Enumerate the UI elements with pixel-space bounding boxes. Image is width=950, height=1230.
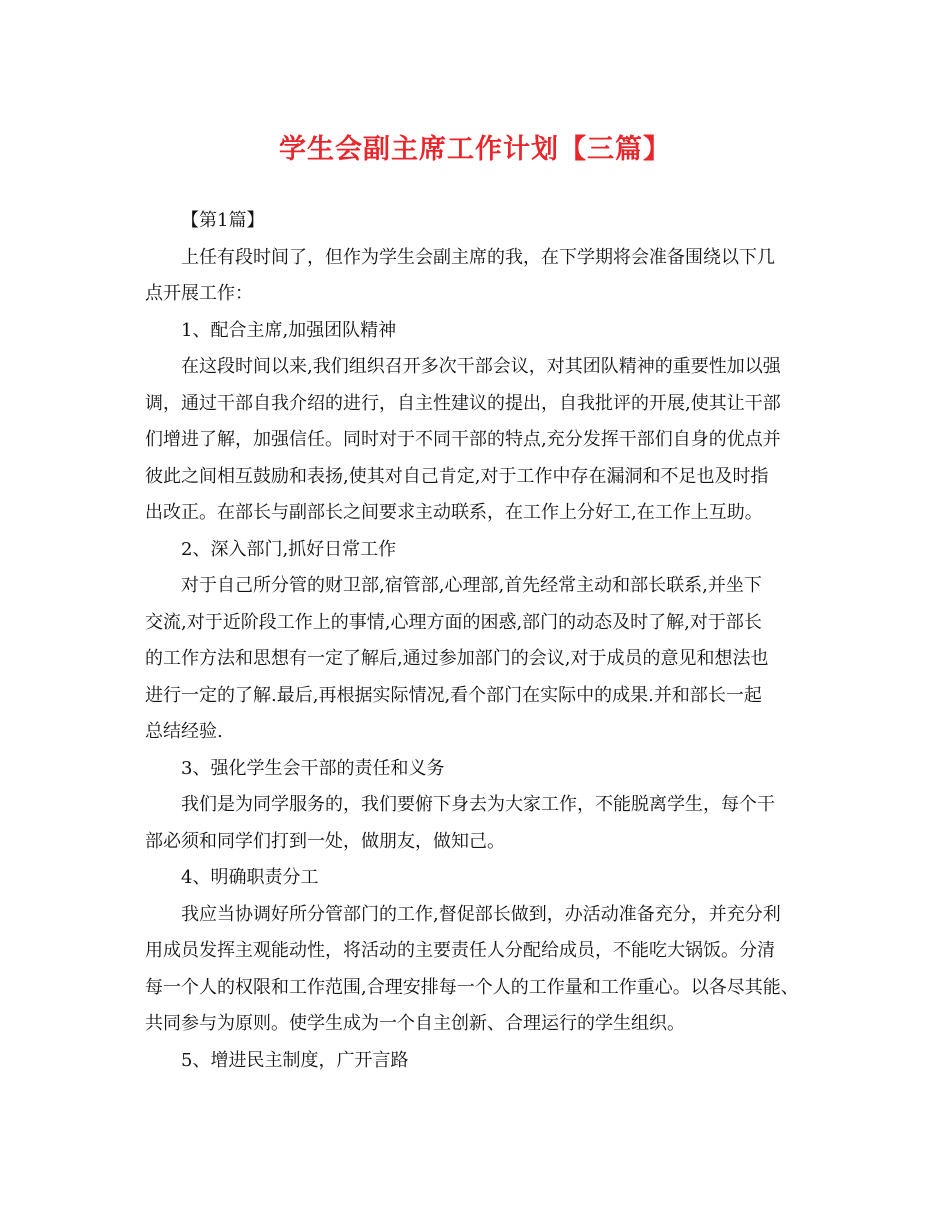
text-line: 在这段时间以来,我们组织召开多次干部会议，对其团队精神的重要性加以强: [181, 356, 781, 377]
text-line: 交流,对于近阶段工作上的事情,心理方面的困惑,部门的动态及时了解,对于部长: [145, 611, 762, 633]
text-line: 总结经验.: [145, 721, 223, 742]
text-line: 每一个人的权限和工作范围,合理安排每一个人的工作量和工作重心。以各尽其能、: [145, 976, 799, 998]
text-line: 们增进了解，加强信任。同时对于不同干部的特点,充分发挥干部们自身的优点并: [145, 429, 781, 450]
text-line: 进行一定的了解.最后,再根据实际情况,看个部门在实际中的成果.并和部长一起: [145, 684, 762, 706]
text-line: 2、深入部门,抓好日常工作: [181, 538, 397, 560]
document-title: 学生会副主席工作计划【三篇】: [279, 134, 671, 165]
text-line: 我应当协调好所分管部门的工作,督促部长做到，办活动准备充分，并充分利: [181, 903, 781, 925]
text-line: 我们是为同学服务的，我们要俯下身去为大家工作，不能脱离学生，每个干: [181, 794, 775, 815]
text-line: 共同参与为原则。使学生成为一个自主创新、合理运行的学生组织。: [145, 1013, 685, 1034]
text-line: 调，通过干部自我介绍的进行，自主性建议的提出，自我批评的开展,使其让干部: [145, 392, 781, 414]
text-line: 的工作方法和思想有一定了解后,通过参加部门的会议,对于成员的意见和想法也: [145, 648, 769, 669]
text-line: 3、强化学生会干部的责任和义务: [181, 757, 445, 779]
text-line: 【第1篇】: [181, 210, 265, 231]
text-line: 4、明确职责分工: [181, 867, 319, 888]
text-line: 对于自己所分管的财卫部,宿管部,心理部,首先经常主动和部长联系,并坐下: [181, 575, 762, 596]
document-body: [145, 203, 815, 1079]
text-line: 1、配合主席,加强团队精神: [181, 319, 397, 341]
text-line: 点开展工作：: [145, 283, 253, 304]
text-line: 上任有段时间了，但作为学生会副主席的我，在下学期将会准备围绕以下几: [181, 246, 775, 268]
text-line: 出改正。在部长与副部长之间要求主动联系，在工作上分好工,在工作上互助。: [145, 502, 763, 523]
text-line: 用成员发挥主观能动性，将活动的主要责任人分配给成员，不能吃大锅饭。分清: [145, 940, 775, 961]
text-line: 5、增进民主制度，广开言路: [181, 1049, 409, 1071]
text-line: 彼此之间相互鼓励和表扬,使其对自己肯定,对于工作中存在漏洞和不足也及时指: [145, 465, 769, 487]
text-line: 部必须和同学们打到一处，做朋友，做知己。: [145, 830, 505, 852]
